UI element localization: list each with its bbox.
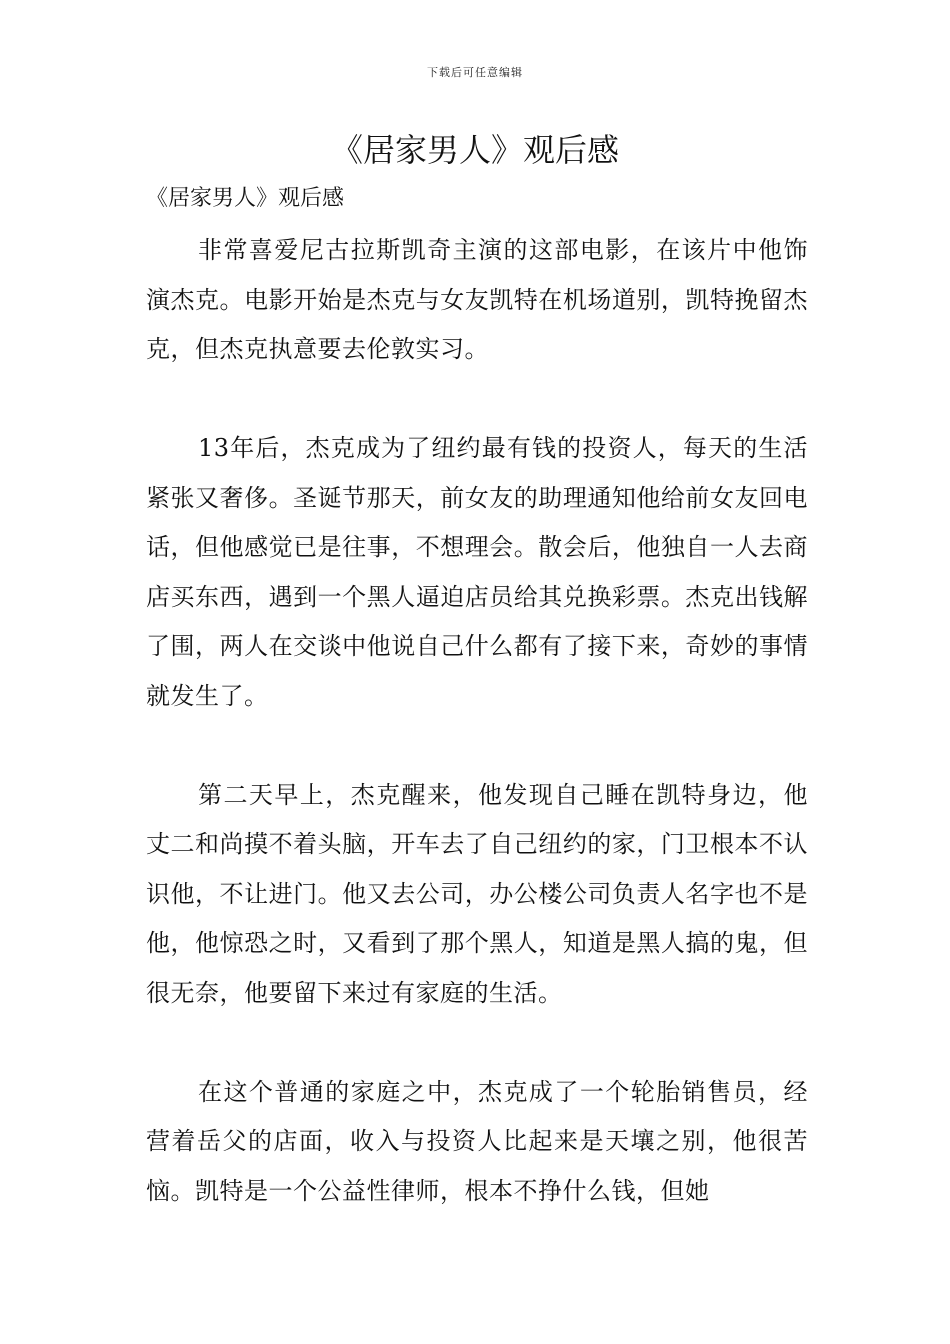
header-note: 下载后可任意编辑 — [427, 66, 523, 79]
document-subtitle: 《居家男人》观后感 — [146, 186, 345, 211]
paragraph: 在这个普通的家庭之中，杰克成了一个轮胎销售员，经营着岳父的店面，收入与投资人比起来是天壤之别，他很苦恼。凯特是一个公益性律师，根本不挣什么钱，但她 — [146, 1077, 808, 1205]
paragraph: 13年后，杰克成为了纽约最有钱的投资人，每天的生活紧张又奢侈。圣诞节那天，前女友的助理通知他给前女友回电话，但他感觉已是往事，不想理会。散会后，他独自一人去商店买东西，遇到一个黑人逼迫店员给其兑换彩票。杰克出钱解了围，两人在交谈中他说自己什么都有了接下来，奇妙的事情就发生了。 — [146, 434, 808, 710]
paragraph: 第二天早上，杰克醒来，他发现自己睡在凯特身边，他丈二和尚摸不着头脑，开车去了自己纽约的家，门卫根本不认识他，不让进门。他又去公司，办公楼公司负责人名字也不是他，他惊恐之时，又看到了那个黑人，知道是黑人搞的鬼，但很无奈，他要留下来过有家庭的生活。 — [146, 780, 808, 1007]
paragraph: 非常喜爱尼古拉斯凯奇主演的这部电影，在该片中他饰演杰克。电影开始是杰克与女友凯特在机场道别，凯特挽留杰克，但杰克执意要去伦敦实习。 — [146, 236, 808, 363]
document-title: 《居家男人》观后感 — [330, 131, 619, 169]
document-body — [146, 226, 808, 1216]
